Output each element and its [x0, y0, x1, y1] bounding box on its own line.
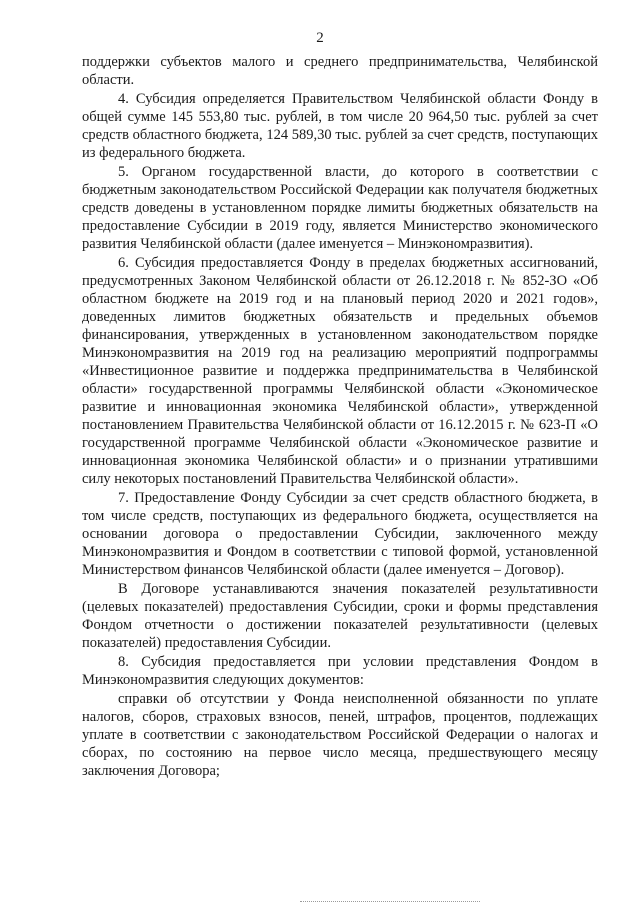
page-number: 2	[316, 30, 324, 46]
paragraph-agreement-indicators: В Договоре устанавливаются значения показателей результативности (целевых показателей) предоставления Субсидии, сроки и формы представления Фондом отчетности о достижении показателей результативности (целевых показателей) предоставления Субсидии.	[82, 581, 598, 651]
document-body	[82, 53, 598, 780]
paragraph-item-6: 6. Субсидия предоставляется Фонду в пределах бюджетных ассигнований, предусмотренных Законом Челябинской области от 26.12.2018 г. № 852-ЗО «Об областном бюджете на 2019 год и на плановый период 2020 и 2021 годов», доведенных лимитов бюджетных обязательств и предельных объемов финансирования, утвержденных в установленном законодательством порядке Минэкономразвития на 2019 год на реализацию мероприятий подпрограммы «Инвестиционное развитие и поддержка предпринимательства в Челябинской области» государственной программы Челябинской области «Экономическое развитие и инновационная экономика Челябинской области», утвержденной постановлением Правительства Челябинской области от 16.12.2015 г. № 623-П «О государственной программе Челябинской области «Экономическое развитие и инновационная экономика Челябинской области» и о признании утратившими силу некоторых постановлений Правительства Челябинской области».	[82, 255, 598, 487]
paragraph-continuation: поддержки субъектов малого и среднего предпринимательства, Челябинской области.	[82, 54, 598, 88]
paragraph-tax-certificate: справки об отсутствии у Фонда неисполненной обязанности по уплате налогов, сборов, страховых взносов, пеней, штрафов, процентов, подлежащих уплате в соответствии с законодательством Российской Федерации о налогах и сборах, по состоянию на первое число месяца, предшествующего месяцу заключения Договора;	[82, 691, 598, 779]
paragraph-item-4: 4. Субсидия определяется Правительством Челябинской области Фонду в общей сумме 145 553,80 тыс. рублей, в том числе 20 964,50 тыс. рублей за счет средств областного бюджета, 124 589,30 тыс. рублей за счет средств, поступающих из федерального бюджета.	[82, 91, 598, 161]
paragraph-item-8: 8. Субсидия предоставляется при условии представления Фондом в Минэкономразвития следующих документов:	[82, 654, 598, 688]
footer-divider	[300, 901, 480, 903]
paragraph-item-5: 5. Органом государственной власти, до которого в соответствии с бюджетным законодательством Российской Федерации как получателя бюджетных средств доведены в установленном порядке лимиты бюджетных обязательств на предоставление Субсидии в 2019 году, является Министерство экономического развития Челябинской области (далее именуется – Минэкономразвития).	[82, 164, 598, 252]
paragraph-item-7: 7. Предоставление Фонду Субсидии за счет средств областного бюджета, в том числе средств, поступающих из федерального бюджета, осуществляется на основании договора о предоставлении Субсидии, заключенного между Минэкономразвития и Фондом в соответствии с типовой формой, установленной Министерством финансов Челябинской области (далее именуется – Договор).	[82, 490, 598, 578]
